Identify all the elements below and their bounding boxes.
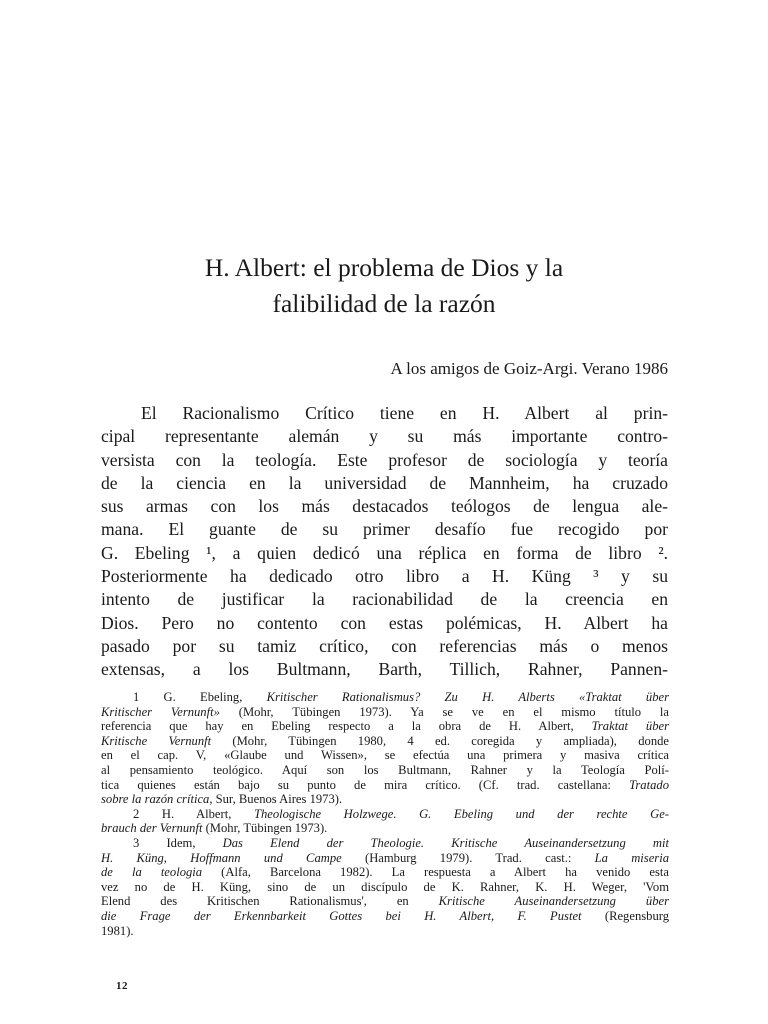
footnotes xyxy=(101,690,669,938)
footnote-line: Kritische Vernunft (Mohr, Tübingen 1980, 4 ed. coregida y ampliada), donde xyxy=(101,733,669,748)
paragraph-line: G. Ebeling ¹, a quien dedicó una réplica en forma de libro ². xyxy=(101,542,668,563)
chapter-title-line-1: H. Albert: el problema de Dios y la xyxy=(204,253,564,282)
body-paragraph xyxy=(101,402,668,682)
footnote-line: Elend des Kritischen Rationalismus', en Kritische Auseinandersetzung über xyxy=(101,894,669,909)
dedication: A los amigos de Goiz-Argi. Verano 1986 xyxy=(390,359,668,378)
paragraph-line: versista con la teología. Este profesor de sociología y teoría xyxy=(101,449,668,470)
footnote-line: al pensamiento teológico. Aquí son los Bultmann, Rahner y la Teología Polí- xyxy=(101,762,669,777)
paragraph-line: Posteriormente ha dedicado otro libro a H. Küng ³ y su xyxy=(101,566,668,587)
footnote-line: sobre la razón crítica, Sur, Buenos Aires 1973). xyxy=(101,792,343,807)
footnote-1 xyxy=(101,690,669,807)
chapter-title xyxy=(100,250,668,322)
paragraph-line: cipal representante alemán y su más importante contro- xyxy=(101,426,668,447)
footnote-line: 2 H. Albert, Theologische Holzwege. G. Ebeling und der rechte Ge- xyxy=(133,806,669,821)
footnote-line: de la teologia (Alfa, Barcelona 1982). La respuesta a Albert ha venido esta xyxy=(101,865,669,880)
footnote-line: en el cap. V, «Glaube und Wissen», se efectúa una primera y masiva crítica xyxy=(101,748,669,763)
paragraph-line: extensas, a los Bultmann, Barth, Tillich, Rahner, Pannen- xyxy=(101,659,668,680)
footnote-2 xyxy=(101,807,669,836)
paragraph-line: Dios. Pero no contento con estas polémicas, H. Albert ha xyxy=(101,612,668,633)
footnote-line: 3 Idem, Das Elend der Theologie. Kritische Auseinandersetzung mit xyxy=(133,835,670,850)
paragraph-line: de la ciencia en la universidad de Mannheim, ha cruzado xyxy=(101,472,668,493)
footnote-line: brauch der Vernunft (Mohr, Tübingen 1973). xyxy=(101,821,328,836)
footnote-line: die Frage der Erkennbarkeit Gottes bei H. Albert, F. Pustet (Regensburg xyxy=(101,908,669,923)
chapter-title-line-2: falibilidad de la razón xyxy=(272,289,496,318)
paragraph-line: El Racionalismo Crítico tiene en H. Albert al prin- xyxy=(141,403,668,423)
footnote-line: Kritischer Vernunft» (Mohr, Tübingen 1973). Ya se ve en el mismo título la xyxy=(101,704,669,719)
paragraph-line: sus armas con los más destacados teólogos de lengua ale- xyxy=(101,496,668,517)
footnote-line: tica quienes están bajo su punto de mira crítico. (Cf. trad. castellana: Tratado xyxy=(101,777,669,792)
footnote-line: H. Küng, Hoffmann und Campe (Hamburg 1979). Trad. cast.: La miseria xyxy=(101,850,669,865)
paragraph-line: intento de justificar la racionabilidad de la creencia en xyxy=(101,589,668,610)
footnote-line: 1981). xyxy=(101,923,134,938)
paragraph-line: pasado por su tamiz crítico, con referencias más o menos xyxy=(101,635,668,656)
page-number: 12 xyxy=(116,980,128,992)
footnote-line: referencia que hay en Ebeling respecto a la obra de H. Albert, Traktat über xyxy=(101,719,669,734)
footnote-line: vez no de H. Küng, sino de un discípulo de K. Rahner, K. H. Weger, 'Vom xyxy=(101,879,669,894)
paragraph-line: mana. El guante de su primer desafío fue recogido por xyxy=(101,519,668,540)
footnote-line: 1 G. Ebeling, Kritischer Rationalismus? Zu H. Alberts «Traktat über xyxy=(133,690,669,704)
footnote-3 xyxy=(101,836,669,938)
